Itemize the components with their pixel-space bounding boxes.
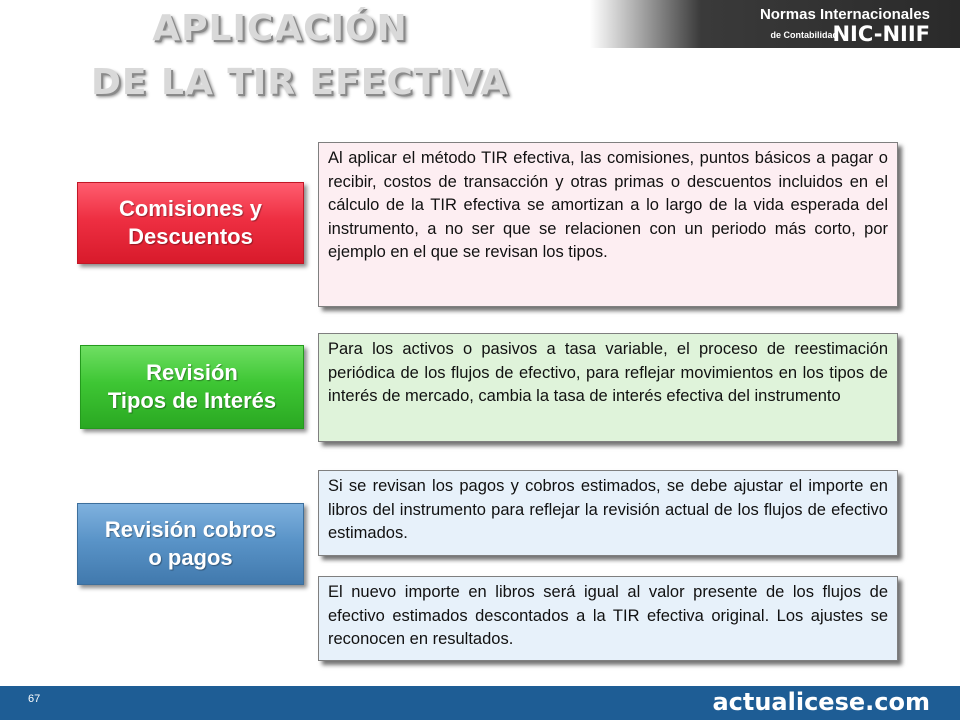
label-line: Comisiones y: [118, 196, 263, 221]
banner-line-1: Normas Internacionales: [759, 6, 930, 23]
header-banner: [590, 0, 960, 48]
paragraph: El nuevo importe en libros será igual al valor presente de los flujos de efectivo estimados descontados a la TIR efectiva original. Los ajustes se reconocen en resultados.: [328, 583, 888, 648]
paragraph: Al aplicar el método TIR efectiva, las comisiones, puntos básicos a pagar o recibir, costos de transacción y otras primas o descuentos incluidos en el cálculo de la TIR efectiva se amortizan a lo largo de la vida esperada del instrumento, a no ser que se relacionen con un periodo más corto, por ejemplo en el que se revisan los tipos.: [328, 149, 888, 261]
banner-line-3: NIC-NIIF: [832, 22, 930, 46]
banner-line-2: de Contabilidad: [770, 30, 838, 40]
title-line-2: DE LA TIR EFECTIVA: [91, 62, 509, 103]
brand-logo: actualicese.com: [712, 688, 930, 716]
label-line: Descuentos: [128, 224, 253, 249]
text-box-cobros-pagos-1: [318, 470, 898, 556]
label-line: Revisión cobros: [104, 517, 277, 542]
label-revision-cobros-pagos: [77, 503, 304, 585]
paragraph: Para los activos o pasivos a tasa variable, el proceso de reestimación periódica de los flujos de efectivo, para reflejar movimientos en los tipos de interés de mercado, cambia la tasa de interés efectiva del instrumento: [328, 340, 888, 405]
page-title: [60, 2, 540, 110]
label-line: Tipos de Interés: [107, 388, 277, 413]
text-box-cobros-pagos-2: [318, 576, 898, 661]
label-comisiones-descuentos: [77, 182, 304, 264]
page-number: 67: [28, 693, 41, 705]
label-line: Revisión: [146, 360, 238, 385]
title-line-1: APLICACIÓN: [152, 8, 408, 49]
label-revision-tipos-interes: [80, 345, 304, 429]
paragraph: Si se revisan los pagos y cobros estimados, se debe ajustar el importe en libros del instrumento para reflejar la revisión actual de los flujos de efectivo estimados.: [328, 477, 888, 542]
text-box-comisiones: [318, 142, 898, 307]
text-box-tipos-interes: [318, 333, 898, 442]
label-line: o pagos: [148, 545, 233, 570]
